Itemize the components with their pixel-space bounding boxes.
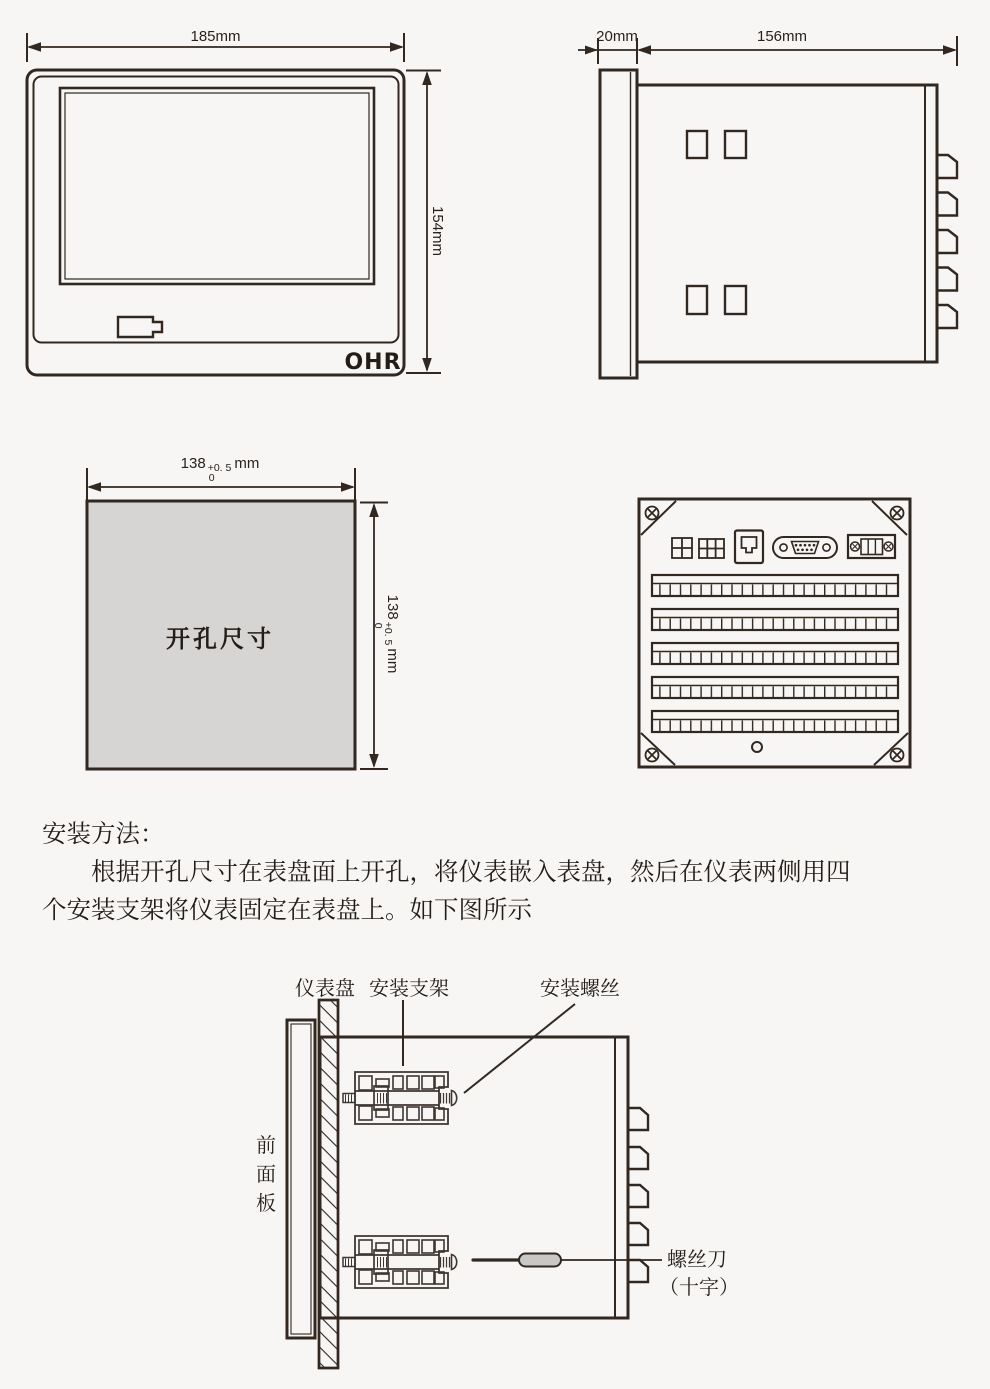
cutout-height-dimension-label — [373, 574, 401, 694]
side-body — [637, 85, 937, 362]
terminal-strip — [652, 711, 898, 732]
panel-label: 仪表盘 — [295, 978, 355, 1000]
screwdriver — [473, 1254, 561, 1267]
dim-base: 138 — [180, 455, 206, 472]
device-inner-bezel — [34, 77, 399, 343]
front-panel-label: 前面板 — [256, 1135, 276, 1215]
side-bezel — [600, 70, 637, 378]
power-terminal — [848, 535, 895, 558]
terminal-strip — [652, 575, 898, 596]
device-outer-frame — [27, 70, 404, 375]
panel-wall-hatched — [319, 1000, 338, 1368]
device-screen-inner — [65, 93, 369, 279]
side-bezel-depth-label: 20mm — [596, 28, 638, 45]
mounting-bracket-bottom — [343, 1236, 457, 1288]
install-diagram-drawing — [287, 1000, 662, 1368]
body-terminal-tabs — [628, 1108, 648, 1282]
cutout-title: 开孔尺寸 — [166, 627, 274, 653]
brand-logo: OHR — [344, 350, 402, 375]
dim-base: 138 — [384, 594, 401, 620]
front-height-label: 154mm — [429, 205, 446, 257]
instrument-body — [320, 1037, 628, 1318]
dim-unit: mm — [234, 455, 260, 472]
dim-unit: mm — [384, 648, 401, 674]
terminal-strip — [652, 643, 898, 664]
screwdriver-type-label: （十字） — [659, 1277, 739, 1299]
usb-slot — [118, 317, 162, 337]
instructions-line1: 根据开孔尺寸在表盘面上开孔，将仪表嵌入表盘，然后在仪表两侧用四 — [91, 859, 851, 886]
side-vent-slots — [687, 131, 746, 314]
mounting-bracket-top — [343, 1072, 457, 1124]
instructions-heading: 安装方法： — [42, 821, 165, 848]
instructions-line2: 个安装支架将仪表固定在表盘上。如下图所示 — [42, 897, 532, 924]
screwdriver-label: 螺丝刀 — [667, 1249, 727, 1271]
front-view-drawing — [27, 33, 441, 375]
back-view-drawing — [639, 499, 910, 767]
ethernet-port — [735, 531, 763, 564]
terminal-strip — [652, 677, 898, 698]
terminal-strip — [652, 609, 898, 630]
bracket-label: 安装支架 — [369, 978, 449, 1000]
dim-tolerance: +0. 5 0 — [372, 621, 394, 646]
screw-leader-line — [464, 1004, 575, 1093]
device-screen — [60, 88, 374, 284]
side-terminal-tabs — [937, 155, 957, 328]
side-body-depth-label: 156mm — [756, 28, 808, 45]
terminal-strips — [652, 575, 898, 732]
serial-port-db9 — [773, 537, 837, 558]
side-view-drawing — [578, 36, 957, 378]
cutout-width-dimension-label — [100, 455, 340, 483]
connector-block-wide — [699, 539, 724, 558]
screw-label: 安装螺丝 — [540, 978, 620, 1000]
dim-tolerance: +0. 5 0 — [207, 462, 232, 484]
back-panel-hole — [752, 742, 762, 752]
installation-instructions — [42, 816, 962, 930]
connector-block-small — [672, 538, 692, 558]
front-width-label: 185mm — [190, 28, 241, 45]
